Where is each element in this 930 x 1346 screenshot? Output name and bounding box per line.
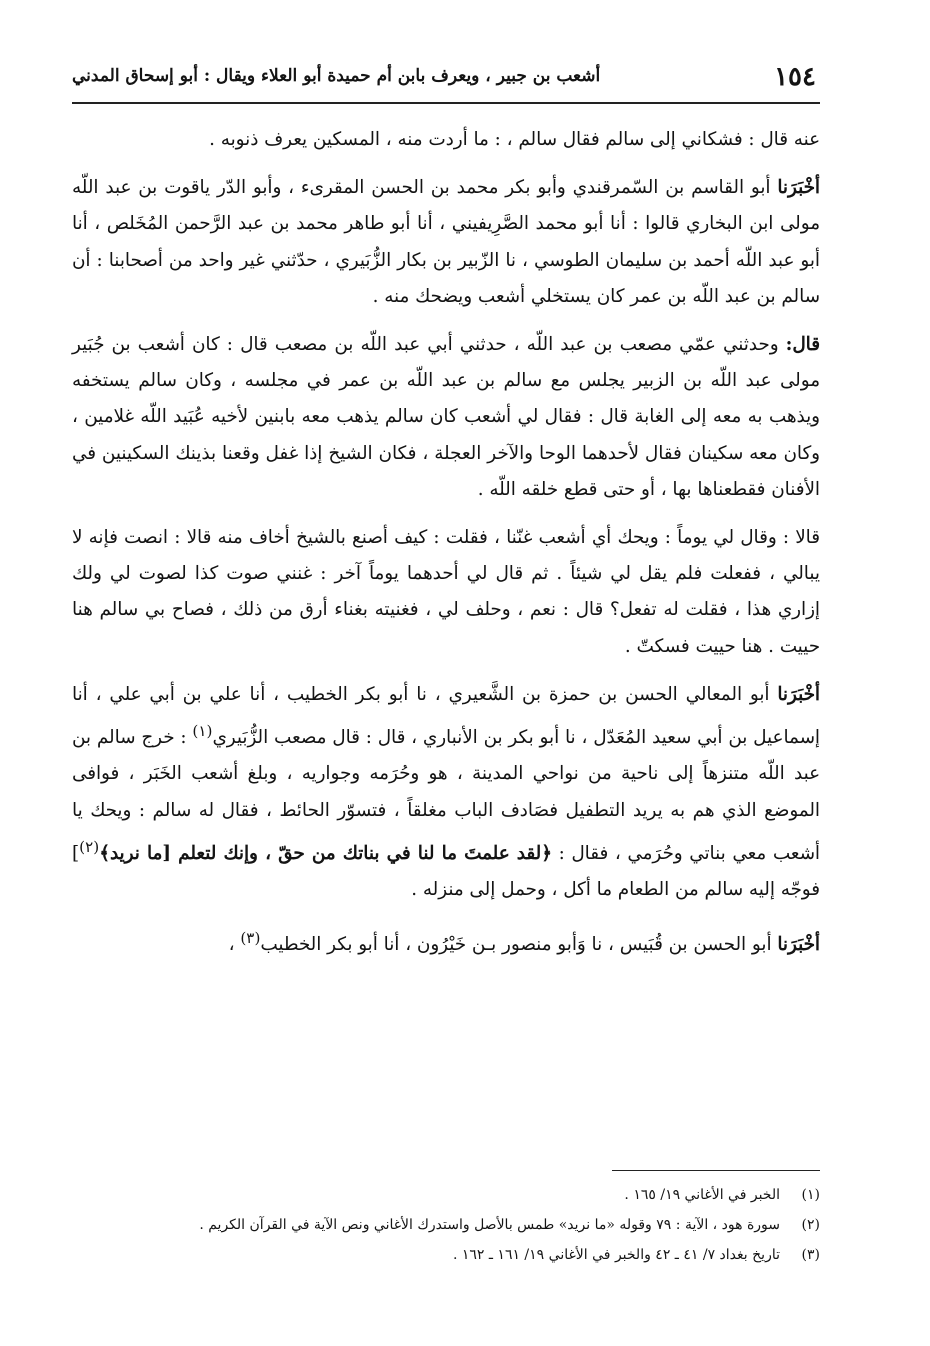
paragraph-text: أبو المعالي الحسن بن حمزة بن الشَّعيري ، نا أبو بكر الخطيب ، أنا علي بن أبي علي ، أنا إسماعيل بن أبي سعيد المُعَدّل ، نا أبو بكر بن الأنباري ، قال : قال مصعب الزُّبَيري <box>72 683 820 749</box>
footnote-3 <box>72 1240 820 1270</box>
paragraph-5 <box>72 920 820 963</box>
paragraph-text: أبو القاسم بن السّمرقندي وأبو بكر محمد بن الحسن المقرىء ، وأبو الدّر ياقوت بن عبد اللّه مولى ابن البخاري قالوا : أنا أبو محمد الصَّرِيفيني ، أنا أبو طاهر محمد بن عبد الرَّحمن المُخَلص ، أنا أبو عبد اللّه أحمد بن سليمان الطوسي ، نا الزّبير بن بكار الزُّبَيري ، حدّثني غير واحد من أصحابنا : أن سالم بن عبد اللّه بن عمر كان يستخلي أشعب ويضحك منه . <box>72 177 820 307</box>
paragraph-text: : خرج سالم بن عبد اللّه متنزهاً إلى ناحية من نواحي المدينة ، هو وحُرَمه وجواريه ، وبلغ أشعب الخَبَر ، فوافى الموضع الذي هم به يريد التطفيل فصَادف الباب مغلقاً ، فتسوّر الحائط ، فقال له سالم : ويحك يا أشعب معي بناتي وحُرَمي ، فقال : <box>72 727 820 864</box>
footnote-text: سورة هود ، الآية : ٧٩ وقوله «ما نريد» طمس بالأصل واستدرك الأغاني ونص الآية في القرآن الكريم . <box>199 1217 780 1233</box>
paragraph-4 <box>72 677 820 908</box>
page-header <box>72 56 820 104</box>
paragraph-0 <box>72 122 820 158</box>
running-title: أشعب بن جبير ، ويعرف بابن أم حميدة أبو العلاء ويقال : أبو إسحاق المدني <box>72 66 601 86</box>
paragraph-2 <box>72 327 820 508</box>
paragraph-text: عنه قال : فشكاني إلى سالم فقال سالم ، : ما أردت منه ، المسكين يعرف ذنوبه . <box>209 129 820 150</box>
keyword-akhbarana: أخْبَرَنا <box>777 934 820 956</box>
paragraph-3 <box>72 520 820 665</box>
footnote-ref-3: (٣) <box>240 929 261 948</box>
footnote-text: تاريخ بغداد ٧/ ٤١ ـ ٤٢ والخبر في الأغاني ١٩/ ١٦١ ـ ١٦٢ . <box>452 1247 780 1263</box>
paragraph-text: أبو الحسن بن قُبَيس ، نا وَأبو منصور بـن خَيْرُون ، أنا أبو بكر الخطيب <box>260 934 778 956</box>
footnotes <box>72 1180 820 1270</box>
keyword-akhbarana: أخْبَرَنا <box>777 683 820 705</box>
footnote-1 <box>72 1180 820 1210</box>
footnote-text: الخبر في الأغاني ١٩/ ١٦٥ . <box>624 1187 780 1203</box>
footnote-ref-2: (٢) <box>79 837 100 856</box>
footnote-number: (٢) <box>801 1217 820 1233</box>
keyword-akhbarana: أخْبَرَنا <box>777 177 820 199</box>
keyword-qala: قال: <box>785 334 820 356</box>
footnote-2 <box>72 1210 820 1240</box>
paragraph-1 <box>72 170 820 315</box>
footnote-number: (٣) <box>801 1247 820 1263</box>
paragraph-text: ، <box>228 934 241 956</box>
quran-quote: ﴿لقد علمتَ ما لنا في بناتك من حقّ ، وإنك لتعلم [ما نريد﴾ <box>99 842 552 864</box>
footnote-ref-1: (١) <box>192 722 213 741</box>
footnote-number: (١) <box>801 1187 820 1203</box>
main-text <box>72 122 820 976</box>
paragraph-text: قالا : وقال لي يوماً : ويحك أي أشعب غنّنا ، فقلت : كيف أصنع بالشيخ أخاف منه قالا : انصت فإنه لا يبالي ، ففعلت فلم يقل لي شيئاً . ثم قال لي أحدهما يوماً آخر : غنني صوت كذا لصوت لي ولك إزاري هذا ، فقلت له تفعل؟ قال : نعم ، وحلف لي ، فغنيته بغناء أرق من ذلك ، فصاح بي سالم هنا حييت . هنا حييت فسكتّ . <box>72 527 820 657</box>
paragraph-text: ] فوجّه إليه سالم من الطعام ما أكل ، وحمل إلى منزله . <box>72 842 820 901</box>
footnote-divider <box>612 1170 820 1171</box>
page-number: ١٥٤ <box>774 62 816 92</box>
paragraph-text: وحدثني عمّي مصعب بن عبد اللّه ، حدثني أبي عبد اللّه بن مصعب قال : كان أشعب بن جُبَير مولى عبد اللّه بن الزبير يجلس مع سالم بن عبد اللّه بن عمر في مجلسه ، وكان سالم يستخفه ويذهب به معه إلى الغابة قال : فقال لي أشعب كان سالم يذهب معه بابنين لأخيه عُبَيد اللّه غلامين ، وكان معه سكينان فقال لأحدهما الوحا والآخر العجلة ، فكان الشيخ إذا غفل وقعنا بذينك السكينين في الأفنان فقطعناها بها ، أو حتى قطع خلقه اللّه . <box>72 334 820 500</box>
